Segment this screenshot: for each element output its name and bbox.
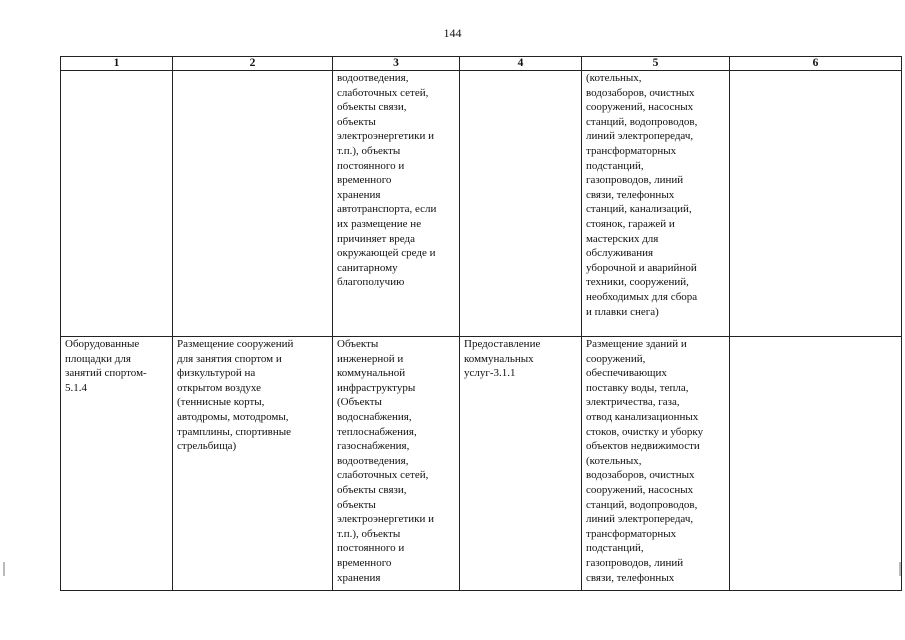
cell-text-line: водоснабжения, — [337, 410, 412, 423]
cell-text-line: объекты — [337, 115, 376, 128]
cell-text-line: станций, водопроводов, — [586, 498, 698, 511]
cell-text-line: Оборудованные — [65, 338, 140, 350]
cell-text-line: площадки для — [65, 352, 131, 365]
table-cell — [460, 71, 582, 337]
cell-text-line: Размещение сооружений — [177, 338, 294, 350]
cell-text-line: окружающей среде и — [337, 247, 436, 260]
cell-text-line: связи, телефонных — [586, 571, 675, 584]
cell-text-line: санитарному — [337, 261, 398, 274]
cell-text-line: объектов недвижимости — [586, 440, 700, 453]
table-cell — [582, 71, 730, 337]
cell-text-line: благополучию — [337, 276, 405, 289]
cell-text-line: Размещение зданий и — [586, 338, 687, 350]
column-header-5: 5 — [582, 57, 730, 71]
cell-text-line: автотранспорта, если — [337, 203, 437, 216]
cell-text-line: автодромы, мотодромы, — [177, 410, 289, 423]
cell-text-line: водозаборов, очистных — [586, 469, 695, 482]
cell-text-line: газоснабжения, — [337, 440, 410, 453]
cell-text-line: обеспечивающих — [586, 367, 667, 380]
cell-text-line: водозаборов, очистных — [586, 86, 695, 99]
cell-text-line: услуг-3.1.1 — [464, 367, 516, 380]
cell-text-line: занятий спортом- — [65, 367, 147, 380]
cell-text-line: (Объекты — [337, 396, 382, 409]
cell-text-line: временного — [337, 556, 392, 569]
cell-text-line: сооружений, насосных — [586, 483, 694, 496]
cell-text-line: постоянного и — [337, 159, 405, 172]
cell-text-line: отвод канализационных — [586, 410, 699, 423]
cell-text-line: водоотведения, — [337, 454, 409, 467]
header-row — [61, 57, 902, 71]
cell-text-line: причиняет вреда — [337, 232, 415, 245]
column-header-1: 1 — [61, 57, 173, 71]
cell-text-line: инфраструктуры — [337, 381, 416, 394]
cell-text-line: сооружений, насосных — [586, 101, 694, 114]
cell-text-line: для занятия спортом и — [177, 352, 282, 365]
table-cell — [460, 337, 582, 591]
cell-text-line: открытом воздухе — [177, 381, 262, 394]
table-cell — [173, 71, 333, 337]
table-row — [61, 337, 902, 591]
cell-text-line: линий электропередач, — [586, 130, 694, 143]
cell-text-line: постоянного и — [337, 542, 405, 555]
cell-text-line: хранения — [337, 571, 381, 584]
cell-text-line: 5.1.4 — [65, 381, 87, 394]
cell-text-line: стоков, очистку и уборку — [586, 425, 704, 438]
column-header-2: 2 — [173, 57, 333, 71]
cell-text-line: необходимых для сбора — [586, 290, 698, 303]
cell-text-line: сооружений, — [586, 352, 646, 365]
cell-text-line: коммунальной — [337, 367, 406, 380]
cell-text-line: (теннисные корты, — [177, 396, 265, 409]
column-header-6: 6 — [730, 57, 902, 71]
cell-text-line: слаботочных сетей, — [337, 86, 429, 99]
table-cell — [730, 337, 902, 591]
table-cell — [730, 71, 902, 337]
cell-text-line: Объекты — [337, 338, 379, 350]
cell-text-line: стрельбища) — [177, 440, 237, 453]
table-cell — [61, 71, 173, 337]
cell-text-line: трансформаторных — [586, 527, 677, 540]
cell-text-line: (котельных, — [586, 72, 642, 84]
cell-text-line: временного — [337, 174, 392, 187]
cell-text-line: т.п.), объекты — [337, 527, 401, 540]
cell-text-line: объекты связи, — [337, 483, 407, 496]
cell-text-line: газопроводов, линий — [586, 556, 684, 569]
cell-text-line: поставку воды, тепла, — [586, 381, 689, 394]
cell-text-line: мастерских для — [586, 232, 659, 245]
cell-text-line: подстанций, — [586, 542, 644, 555]
cell-text-line: т.п.), объекты — [337, 144, 401, 157]
table-row — [61, 71, 902, 337]
cell-text-line: уборочной и аварийной — [586, 261, 697, 274]
cell-text-line: газопроводов, линий — [586, 174, 684, 187]
cell-text-line: физкультурой на — [177, 367, 256, 380]
cell-text-line: объекты — [337, 498, 376, 511]
table-cell — [173, 337, 333, 591]
table-cell — [61, 337, 173, 591]
column-header-3: 3 — [333, 57, 460, 71]
table-cell — [333, 337, 460, 591]
cell-text-line: их размещение не — [337, 217, 422, 230]
zoning-table — [60, 56, 902, 591]
cell-text-line: подстанций, — [586, 159, 644, 172]
cell-text-line: станций, канализаций, — [586, 203, 692, 216]
cell-text-line: и плавки снега) — [586, 305, 659, 318]
cell-text-line: станций, водопроводов, — [586, 115, 698, 128]
cell-text-line: Предоставление — [464, 338, 541, 350]
cell-text-line: объекты связи, — [337, 101, 407, 114]
table-cell — [582, 337, 730, 591]
cell-text-line: обслуживания — [586, 247, 654, 260]
cell-text-line: инженерной и — [337, 352, 404, 365]
cell-text-line: хранения — [337, 188, 381, 201]
cell-text-line: (котельных, — [586, 454, 642, 467]
cell-text-line: стоянок, гаражей и — [586, 217, 675, 230]
column-header-4: 4 — [460, 57, 582, 71]
cell-text-line: трансформаторных — [586, 144, 677, 157]
cell-text-line: слаботочных сетей, — [337, 469, 429, 482]
cell-text-line: связи, телефонных — [586, 188, 675, 201]
cell-text-line: водоотведения, — [337, 72, 409, 84]
page-number: 144 — [443, 26, 462, 40]
table-cell — [333, 71, 460, 337]
scan-edge-mark — [3, 562, 5, 576]
cell-text-line: электричества, газа, — [586, 396, 680, 409]
scan-edge-mark — [899, 562, 901, 576]
cell-text-line: трамплины, спортивные — [177, 425, 291, 438]
cell-text-line: линий электропередач, — [586, 513, 694, 526]
cell-text-line: техники, сооружений, — [586, 276, 689, 289]
cell-text-line: электроэнергетики и — [337, 130, 434, 143]
cell-text-line: электроэнергетики и — [337, 513, 434, 526]
cell-text-line: теплоснабжения, — [337, 425, 417, 438]
cell-text-line: коммунальных — [464, 352, 534, 365]
